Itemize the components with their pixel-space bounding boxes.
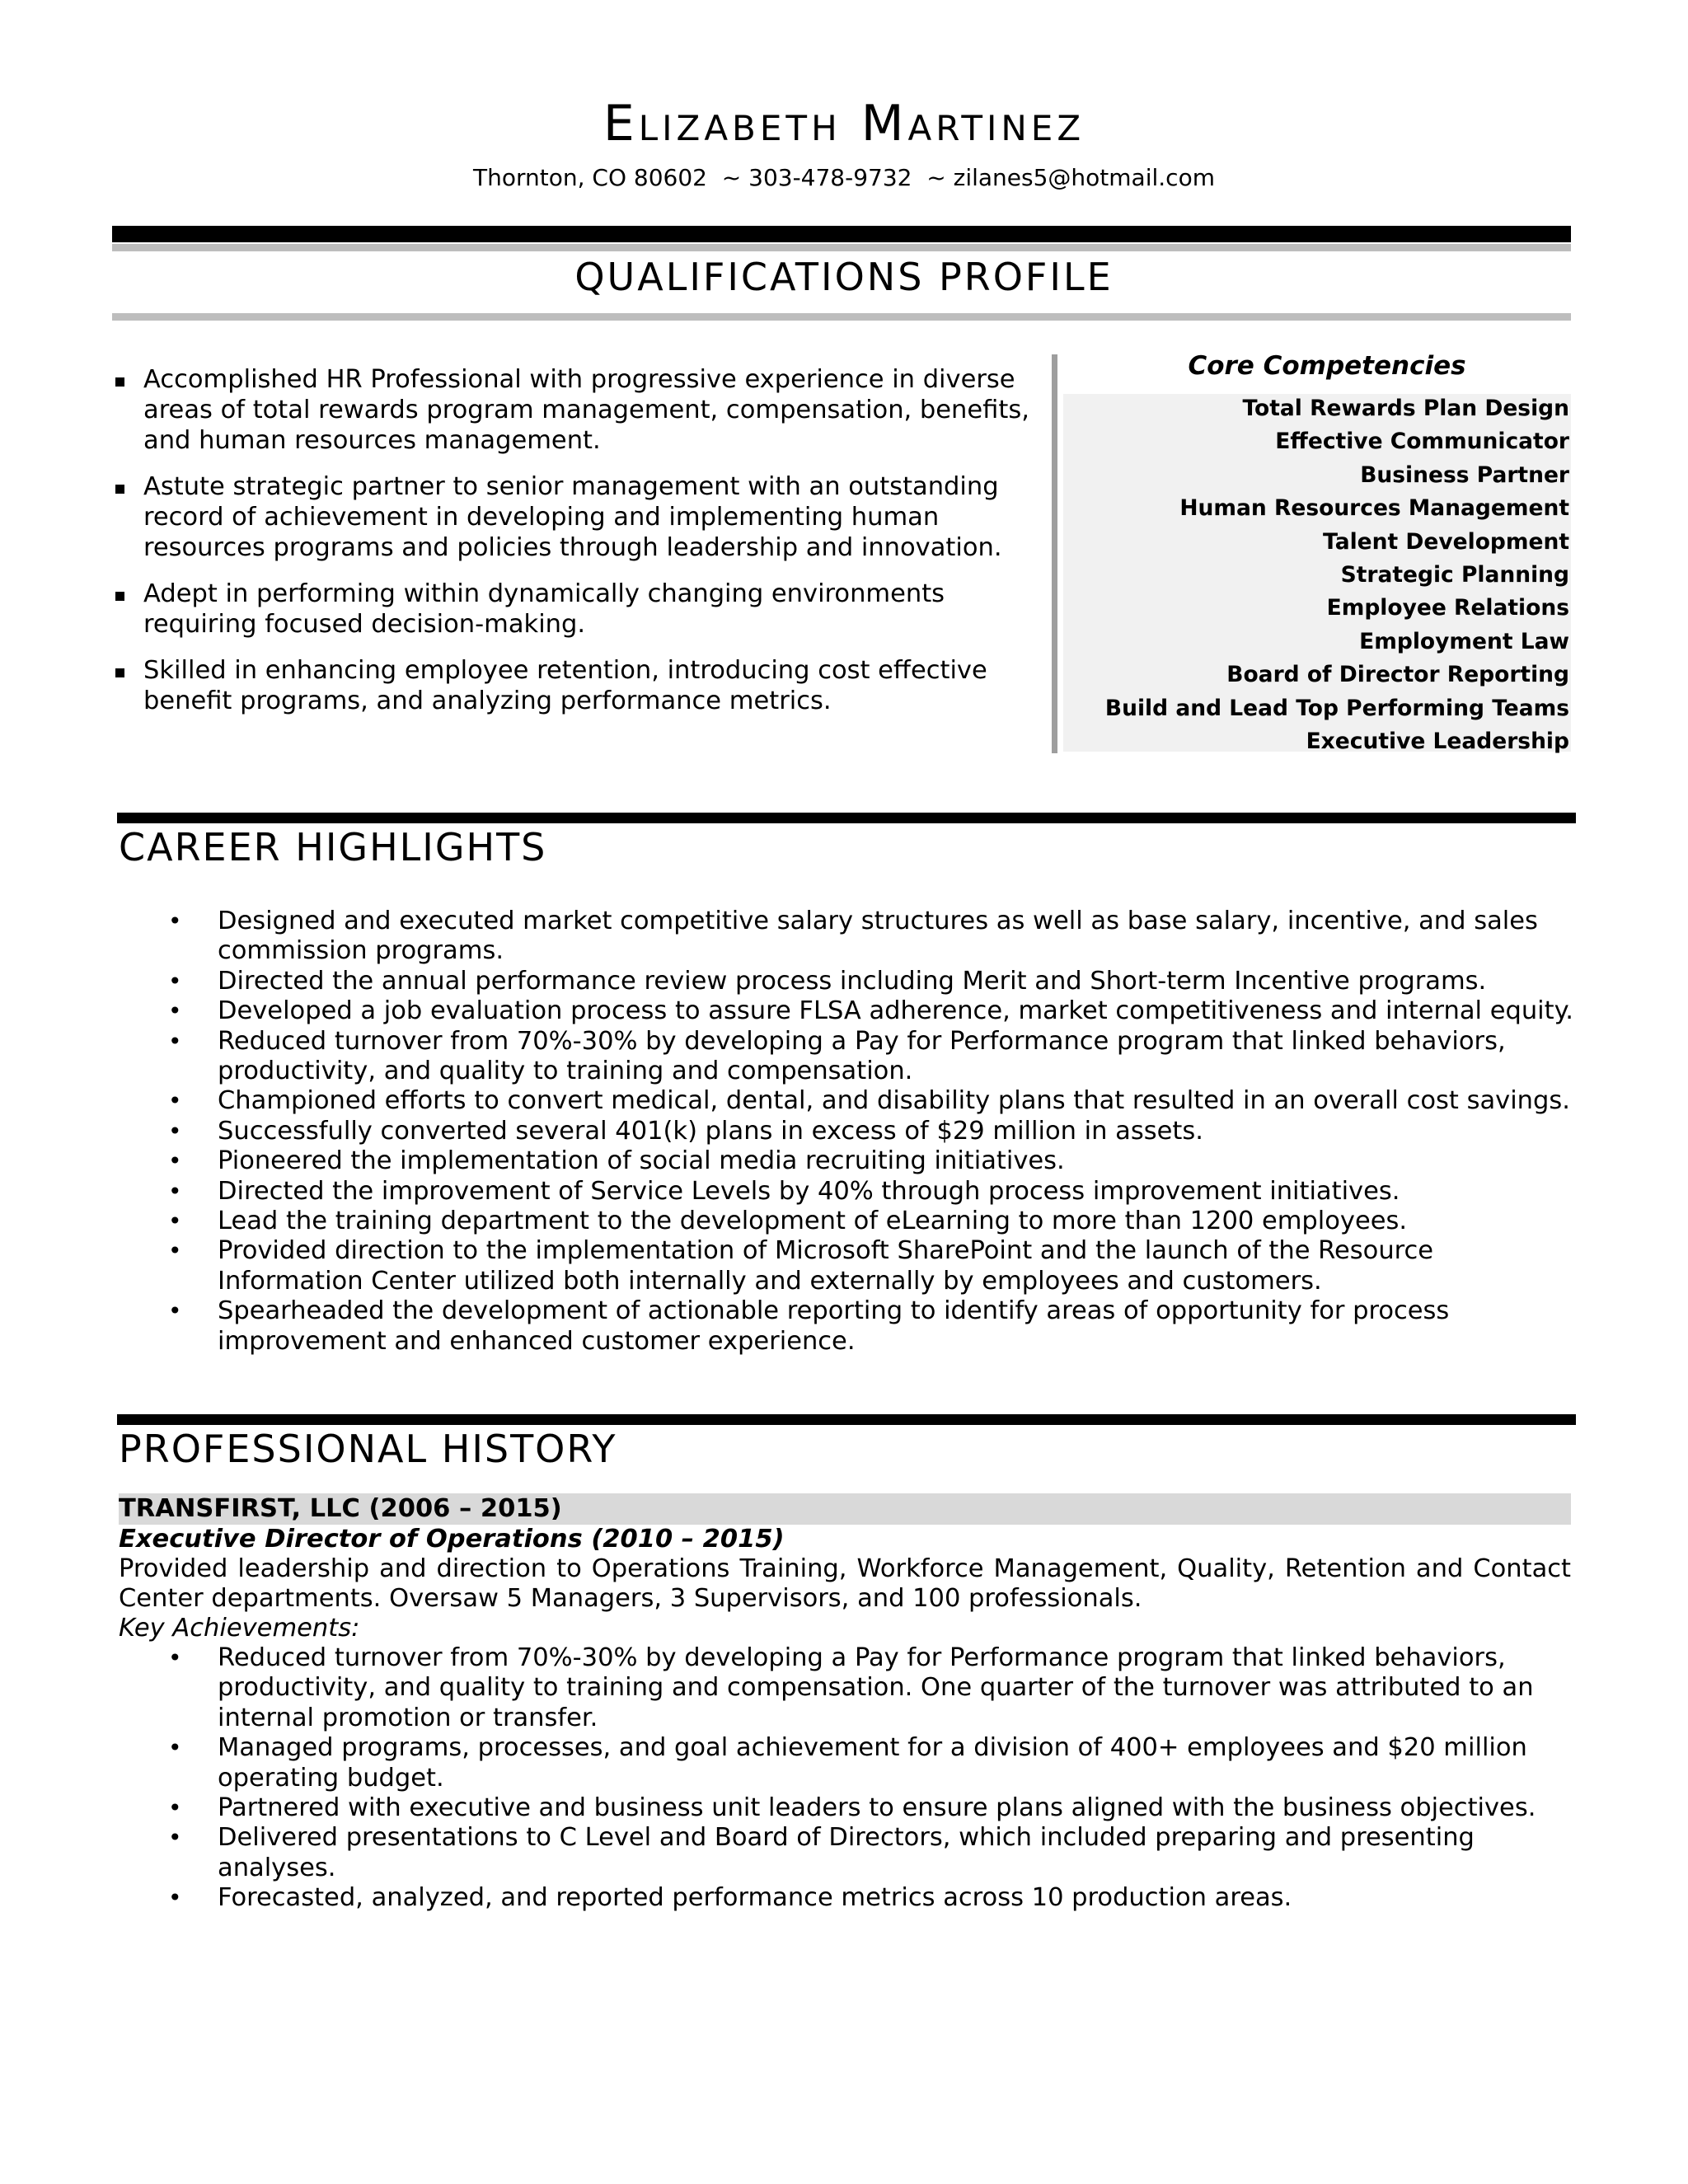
competency-item: Build and Lead Top Performing Teams: [1104, 695, 1569, 721]
qualifications-list: [112, 364, 1035, 732]
job-title: Executive Director of Operations (2010 – 2015): [119, 1525, 785, 1554]
list-item: [119, 1086, 1586, 1116]
bullet-dot-icon: •: [168, 1734, 182, 1762]
bullet-line: internal promotion or transfer.: [218, 1703, 598, 1732]
bullet-line: analyses.: [218, 1853, 336, 1882]
bullet-line: areas of total rewards program management, compensation, benefits,: [143, 396, 1029, 424]
bullet-dot-icon: •: [168, 1177, 182, 1205]
job-description: Provided leadership and direction to Operations Training, Workforce Management, Quality, Retention and Contact Center departments. Oversaw 5 Managers, 3 Supervisors, and 100 professionals.: [119, 1554, 1571, 1614]
bullet-line: Directed the annual performance review process including Merit and Short-term Incentive programs.: [218, 966, 1487, 996]
bullet-dot-icon: •: [168, 967, 182, 995]
competency-item: Human Resources Management: [1179, 495, 1569, 522]
list-item: [119, 1027, 1586, 1087]
bullet-line: Directed the improvement of Service Levels by 40% through process improvement initiatives.: [218, 1176, 1400, 1206]
qualification-item: [112, 364, 1035, 456]
bullet-dot-icon: •: [168, 1297, 182, 1325]
bullet-dot-icon: •: [168, 1824, 182, 1852]
career-highlights-list: [119, 907, 1586, 1357]
bullet-line: Designed and executed market competitive salary structures as well as base salary, incentive, and sales: [218, 907, 1538, 935]
competency-item: Employee Relations: [1326, 595, 1569, 621]
list-item: [119, 1177, 1586, 1207]
bullet-dot-icon: •: [168, 1087, 182, 1115]
bullet-line: Information Center utilized both internally and externally by employees and customers.: [218, 1266, 1322, 1296]
qualifications-title: QUALIFICATIONS PROFILE: [574, 255, 1114, 299]
square-bullet-icon: [115, 377, 124, 387]
bullet-line: productivity, and quality to training and compensation.: [218, 1057, 913, 1086]
qualification-item: [112, 579, 1035, 640]
achievements-list: [119, 1643, 1586, 1914]
bullet-line: improvement and enhanced customer experience.: [218, 1326, 856, 1356]
bullet-line: Partnered with executive and business unit leaders to ensure plans aligned with the business objectives.: [218, 1793, 1536, 1823]
qualifications-divider: [1052, 354, 1057, 753]
list-item: [119, 1236, 1586, 1296]
qualifications-rule: [112, 313, 1571, 321]
bullet-line: Managed programs, processes, and goal achievement for a division of 400+ employees and $20 million: [218, 1733, 1527, 1763]
competency-item: Board of Director Reporting: [1226, 662, 1569, 688]
bullet-line: Pioneered the implementation of social media recruiting initiatives.: [218, 1146, 1065, 1176]
professional-history-title: PROFESSIONAL HISTORY: [119, 1427, 617, 1471]
competency-item: Executive Leadership: [1306, 729, 1569, 755]
bullet-line: and human resources management.: [143, 426, 601, 455]
list-item: [119, 1207, 1586, 1236]
bullet-line: Astute strategic partner to senior management with an outstanding: [143, 472, 999, 501]
bullet-line: Provided direction to the implementation of Microsoft SharePoint and the launch of the Resource: [218, 1236, 1434, 1266]
list-item: [119, 996, 1586, 1026]
bullet-dot-icon: •: [168, 997, 182, 1025]
list-item: [119, 1146, 1586, 1176]
competency-item: Strategic Planning: [1340, 562, 1569, 588]
bullet-dot-icon: •: [168, 1644, 182, 1671]
list-item: [119, 967, 1586, 996]
bullet-line: Delivered presentations to C Level and Board of Directors, which included preparing and presenting: [218, 1823, 1475, 1853]
bullet-line: Accomplished HR Professional with progressive experience in diverse: [143, 365, 1015, 394]
bullet-line: commission programs.: [218, 936, 504, 966]
list-item: [119, 1883, 1586, 1913]
square-bullet-icon: [115, 485, 124, 494]
square-bullet-icon: [115, 668, 124, 677]
bullet-dot-icon: •: [168, 1237, 182, 1265]
key-achievements-label: Key Achievements:: [119, 1614, 360, 1643]
competency-item: Effective Communicator: [1275, 429, 1569, 455]
header-rule-black: [112, 226, 1571, 242]
bullet-line: Skilled in enhancing employee retention, introducing cost effective: [143, 656, 987, 685]
competency-item: Total Rewards Plan Design: [1242, 396, 1569, 421]
list-item: [119, 1117, 1586, 1146]
bullet-line: resources programs and policies through leadership and innovation.: [143, 533, 1002, 562]
bullet-dot-icon: •: [168, 1027, 182, 1055]
bullet-line: requiring focused decision-making.: [143, 610, 586, 639]
career-highlights-title: CAREER HIGHLIGHTS: [119, 825, 547, 869]
list-item: [119, 1643, 1586, 1733]
core-competencies-list: [1063, 392, 1569, 758]
bullet-line: Forecasted, analyzed, and reported performance metrics across 10 production areas.: [218, 1883, 1292, 1913]
list-item: [119, 1733, 1586, 1793]
bullet-dot-icon: •: [168, 1794, 182, 1822]
qualification-item: [112, 655, 1035, 716]
qualification-item: [112, 471, 1035, 563]
bullet-line: record of achievement in developing and implementing human: [143, 503, 940, 532]
candidate-name: Elizabeth Martinez: [603, 95, 1085, 152]
bullet-dot-icon: •: [168, 1117, 182, 1145]
bullet-line: Successfully converted several 401(k) plans in excess of $29 million in assets.: [218, 1116, 1203, 1146]
bullet-line: productivity, and quality to training and compensation. One quarter of the turnover was attributed to an: [218, 1673, 1534, 1703]
company-name: TRANSFIRST, LLC (2006 – 2015): [119, 1494, 562, 1523]
list-item: [119, 1793, 1586, 1823]
bullet-line: Reduced turnover from 70%-30% by developing a Pay for Performance program that linked behaviors,: [218, 1026, 1506, 1056]
bullet-line: Reduced turnover from 70%-30% by developing a Pay for Performance program that linked behaviors,: [218, 1643, 1506, 1672]
square-bullet-icon: [115, 592, 124, 601]
bullet-line: operating budget.: [218, 1763, 444, 1793]
core-competencies-title: Core Competencies: [1188, 351, 1466, 381]
bullet-line: Spearheaded the development of actionable reporting to identify areas of opportunity for process: [218, 1296, 1450, 1326]
competency-item: Talent Development: [1323, 528, 1569, 555]
competency-item: Employment Law: [1359, 628, 1569, 654]
contact-line: Thornton, CO 80602 ~ 303-478-9732 ~ zilanes5@hotmail.com: [473, 164, 1215, 191]
list-item: [119, 1296, 1586, 1357]
bullet-line: Championed efforts to convert medical, dental, and disability plans that resulted in an overall cost savings.: [218, 1086, 1570, 1116]
bullet-dot-icon: •: [168, 1884, 182, 1912]
bullet-dot-icon: •: [168, 1147, 182, 1175]
list-item: [119, 907, 1586, 967]
header-rule-gray: [112, 244, 1571, 251]
bullet-line: benefit programs, and analyzing performance metrics.: [143, 687, 832, 715]
bullet-line: Adept in performing within dynamically changing environments: [143, 579, 945, 608]
bullet-dot-icon: •: [168, 907, 182, 935]
competency-item: Business Partner: [1360, 462, 1569, 488]
list-item: [119, 1823, 1586, 1883]
bullet-line: Developed a job evaluation process to assure FLSA adherence, market competitiveness and internal equity.: [218, 996, 1574, 1026]
bullet-dot-icon: •: [168, 1207, 182, 1235]
bullet-line: Lead the training department to the development of eLearning to more than 1200 employees.: [218, 1207, 1408, 1236]
